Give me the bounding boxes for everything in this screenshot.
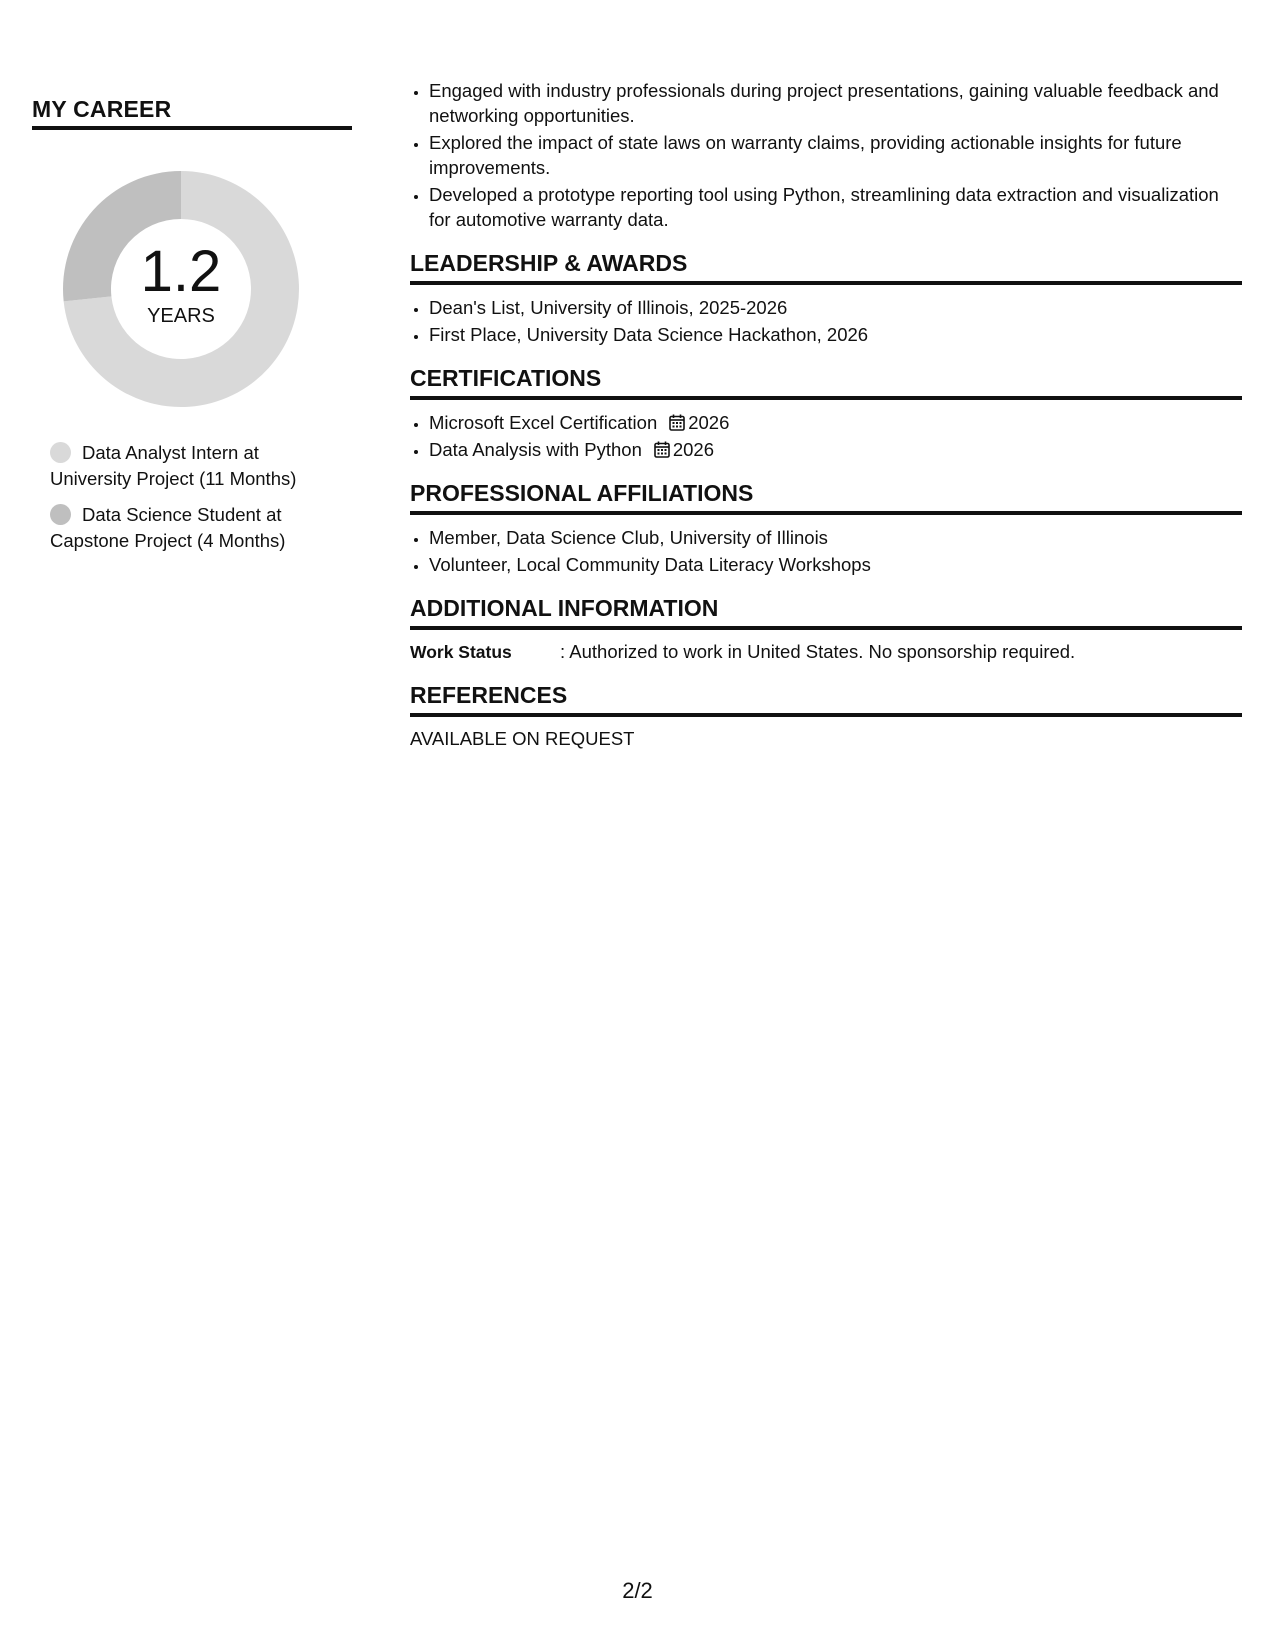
legend-dot: [50, 442, 71, 463]
experience-bullet-list: [410, 78, 1242, 232]
certification-year: 2026: [688, 412, 730, 433]
experience-bullet: • Explored the impact of state laws on warranty claims, providing actionable insights for future improvements.: [429, 130, 1242, 180]
career-total-value: 1.2: [140, 238, 222, 304]
certification-item: [429, 437, 1242, 462]
references-text: AVAILABLE ON REQUEST: [410, 728, 635, 749]
leadership-heading: LEADERSHIP & AWARDS: [410, 250, 1242, 285]
donut-center: [56, 164, 306, 414]
references-heading: REFERENCES: [410, 682, 1242, 717]
certification-name: Data Analysis with Python: [429, 439, 642, 460]
certification-year: 2026: [672, 439, 715, 460]
legend-item: [50, 440, 340, 492]
legend-dot: [50, 504, 71, 525]
affiliation-item: • Volunteer, Local Community Data Literacy Workshops: [429, 552, 1242, 577]
affiliations-heading: PROFESSIONAL AFFILIATIONS: [410, 480, 1242, 515]
affiliations-list: [410, 525, 1242, 577]
experience-bullet: • Developed a prototype reporting tool using Python, streamlining data extraction and visualization for automotive warranty data.: [429, 182, 1242, 232]
work-status-row: [410, 640, 1242, 664]
career-donut-chart: [56, 164, 306, 414]
leadership-list: [410, 295, 1242, 347]
career-heading: MY CAREER: [32, 96, 352, 130]
work-status-value: : Authorized to work in United States. No sponsorship required.: [560, 641, 1076, 662]
calendar-icon: [669, 414, 685, 431]
page-number: 2/2: [622, 1578, 653, 1603]
affiliation-item: • Member, Data Science Club, University of Illinois: [429, 525, 1242, 550]
legend-label: Data Science Student at Capstone Project (4 Months): [50, 504, 286, 551]
calendar-icon: [654, 441, 670, 458]
additional-info-heading: ADDITIONAL INFORMATION: [410, 595, 1242, 630]
certifications-list: [410, 410, 1242, 462]
legend-item: [50, 502, 340, 554]
certification-name: Microsoft Excel Certification: [429, 412, 658, 433]
career-total-unit: YEARS: [147, 304, 215, 327]
certification-item: [429, 410, 1242, 435]
leadership-item: • Dean's List, University of Illinois, 2025-2026: [429, 295, 1242, 320]
certifications-heading: CERTIFICATIONS: [410, 365, 1242, 400]
resume-main: [410, 78, 1242, 751]
experience-bullet: • Engaged with industry professionals during project presentations, gaining valuable feedback and networking opportunities.: [429, 78, 1242, 128]
work-status-label: Work Status: [410, 642, 512, 662]
legend-label: Data Analyst Intern at University Project (11 Months): [50, 442, 297, 489]
leadership-item: • First Place, University Data Science Hackathon, 2026: [429, 322, 1242, 347]
career-legend: [50, 440, 340, 554]
career-sidebar: [32, 96, 352, 564]
